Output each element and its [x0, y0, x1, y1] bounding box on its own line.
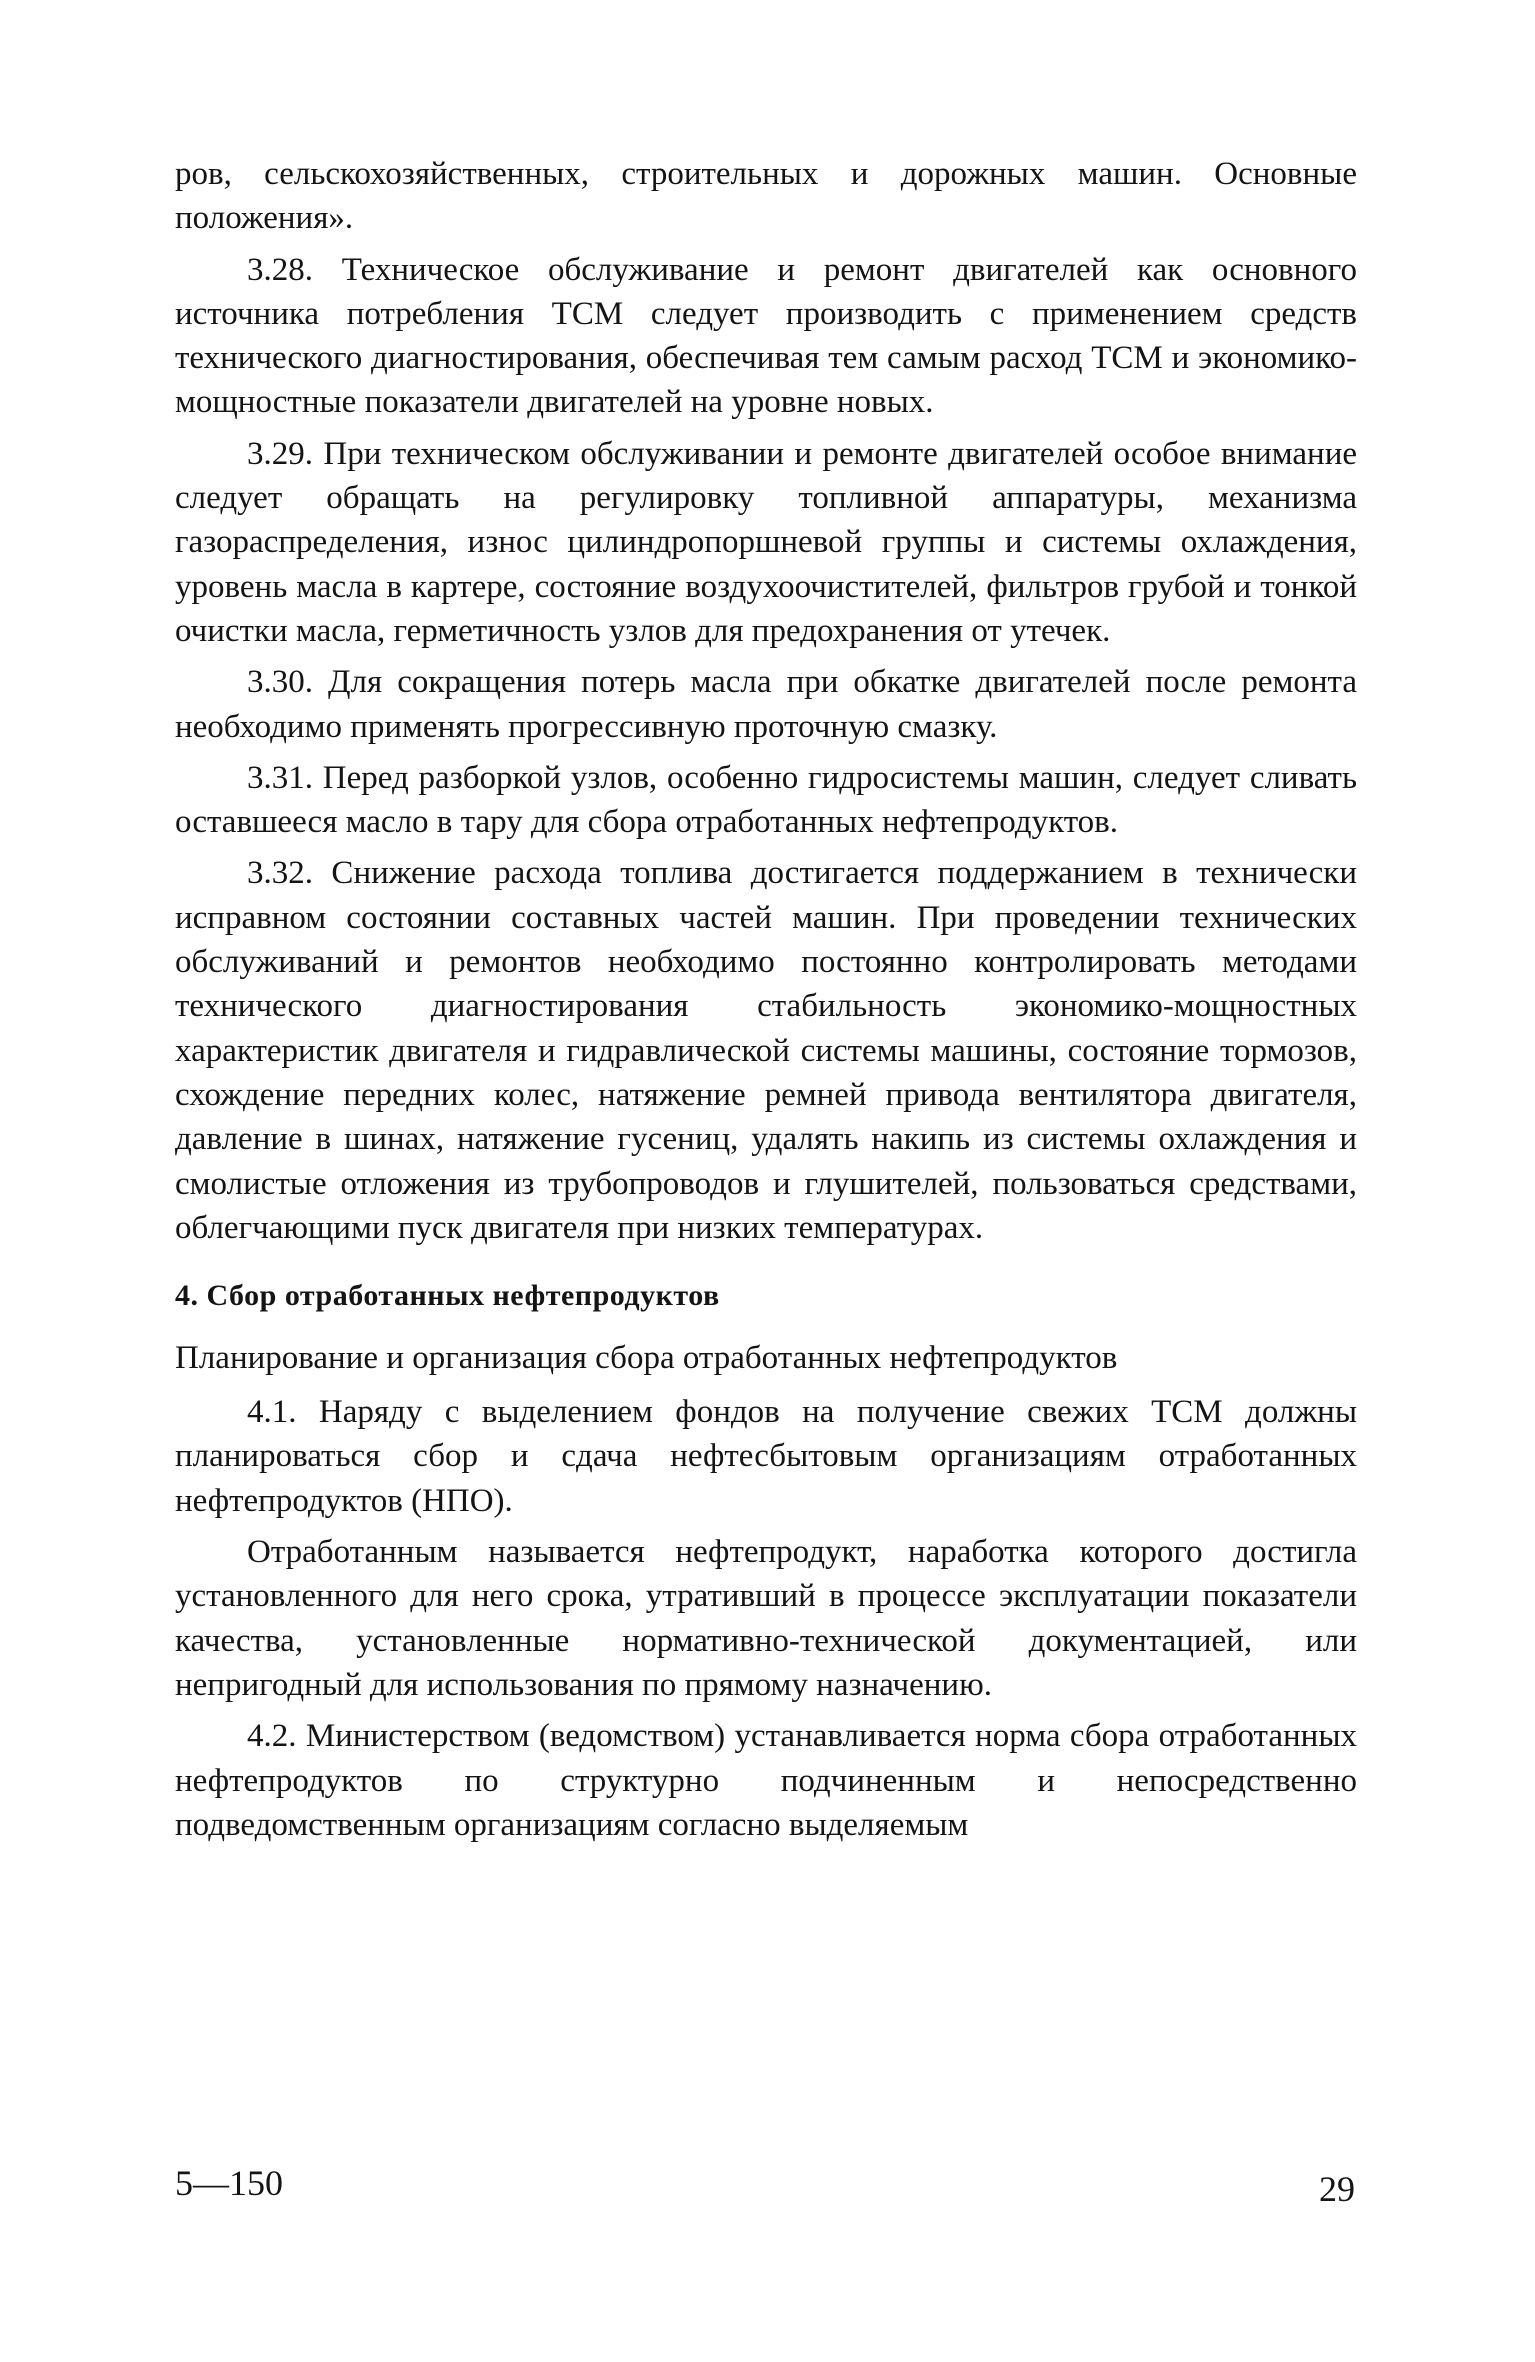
- paragraph: 4.2. Министерством (ведомством) устанавливается норма сбора отработанных нефтепродуктов по структурно подчиненным и непосредственно подведомственным организациям согласно выделяемым: [175, 1718, 1357, 1843]
- paragraph-group-bottom: [175, 1390, 1357, 1847]
- paragraph: 3.29. При техническом обслуживании и ремонте двигателей особое внимание следует обращать на регулировку топливной аппаратуры, механизма газораспределения, износ цилиндропоршневой группы и системы охлаждения, уровень масла в картере, состояние воздухоочистителей, фильтров грубой и тонкой очистки масла, герметичность узлов для предохранения от утечек.: [175, 435, 1357, 649]
- paragraph: ров, сельскохозяйственных, строительных и дорожных машин. Основные положения».: [175, 156, 1357, 237]
- printer-signature: 5—150: [175, 2163, 283, 2203]
- text-column: [175, 152, 1357, 1854]
- paragraph: 4.1. Наряду с выделением фондов на получение свежих ТСМ должны планироваться сбор и сдача нефтесбытовым организациям отработанных нефтепродуктов (НПО).: [175, 1394, 1357, 1519]
- paragraph: 3.31. Перед разборкой узлов, особенно гидросистемы машин, следует сливать оставшееся масло в тару для сбора отработанных нефтепродуктов.: [175, 759, 1357, 841]
- section-heading: 4. Сбор отработанных нефтепродуктов: [175, 1279, 720, 1313]
- paragraph: 3.32. Снижение расхода топлива достигается поддержанием в технически исправном состоянии составных частей машин. При проведении технических обслуживаний и ремонтов необходимо постоянно контролировать методами технического диагностирования стабильность экономико-мощностных характеристик двигателя и гидравлической системы машины, состояние тормозов, схождение передних колес, натяжение ремней привода вентилятора двигателя, давление в шинах, натяжение гусениц, удалять накипь из системы охлаждения и смолистые отложения из трубопроводов и глушителей, пользоваться средствами, облегчающими пуск двигателя при низких температурах.: [175, 855, 1357, 1246]
- paragraph-group-top: [175, 152, 1357, 1250]
- page-number: 29: [1319, 2169, 1355, 2209]
- paragraph: Отработанным называется нефтепродукт, наработка которого достигла установленного для него срока, утративший в процессе эксплуатации показатели качества, установленные нормативно-технической документацией, или непригодный для использования по прямому назначению.: [175, 1534, 1357, 1703]
- subsection-heading: Планирование и организация сбора отработанных нефтепродуктов: [175, 1340, 1118, 1377]
- paragraph: 3.28. Техническое обслуживание и ремонт двигателей как основного источника потребления ТСМ следует производить с применением средств технического диагностирования, обеспечивая тем самым расход ТСМ и экономико-мощностные показатели двигателей на уровне новых.: [175, 251, 1357, 421]
- paragraph: 3.30. Для сокращения потерь масла при обкатке двигателей после ремонта необходимо применять прогрессивную проточную смазку.: [175, 664, 1357, 745]
